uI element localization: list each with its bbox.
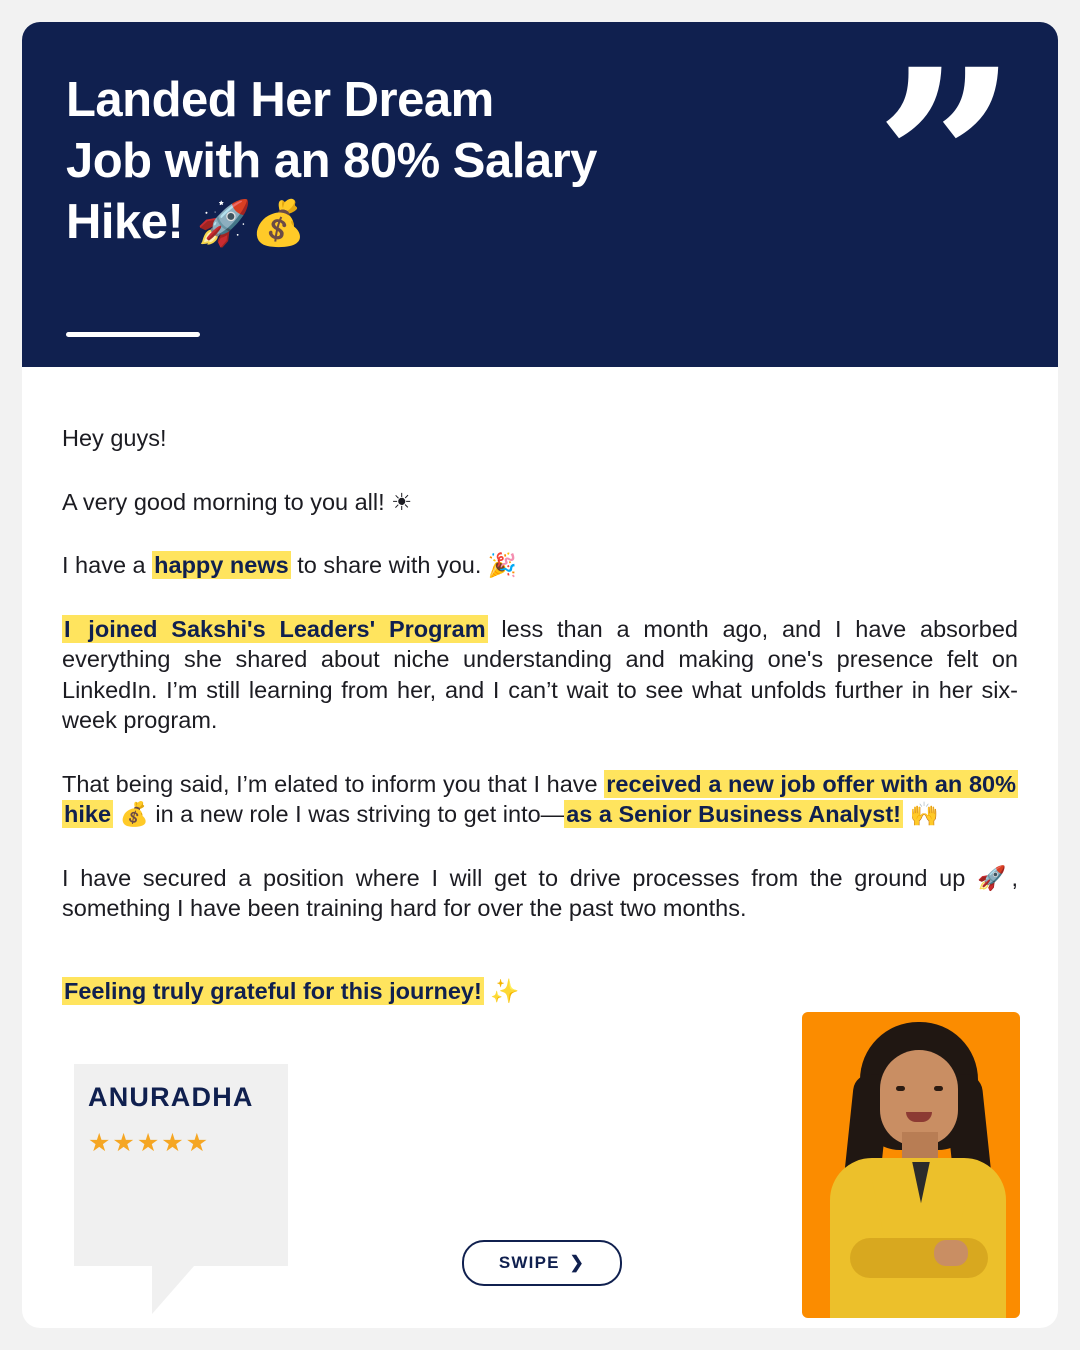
sparkle-emoji: ✨ <box>483 978 520 1005</box>
star-rating-icon: ★★★★★ <box>88 1129 211 1157</box>
highlight-happy-news: happy news <box>154 552 289 579</box>
swipe-button[interactable] <box>462 1240 622 1286</box>
rocket-money-emoji: 🚀💰 <box>196 198 307 248</box>
offer-pre: That being said, I’m elated to inform you that I have <box>62 770 605 797</box>
highlight-offer-hike: received a new job offer with an 80% hike <box>64 770 1016 828</box>
highlight-role: as a Senior Business Analyst! <box>566 801 901 828</box>
paragraph-greeting: Hey guys! <box>62 425 167 451</box>
highlight-grateful: Feeling truly grateful for this journey! <box>64 978 482 1005</box>
program-rest: less than a month ago, and I have absorbed everything she shared about niche understanding and making one's presence felt on LinkedIn. I’m still learning from her, and I can’t wait to see what unfolds further in her six-week program. <box>62 615 1019 734</box>
happy-news-pre: I have a <box>62 552 153 579</box>
card-header <box>22 22 1058 367</box>
quote-mark-icon: ” <box>874 22 1022 308</box>
title-line-3: Hike! <box>66 194 197 249</box>
paragraph-morning: A very good morning to you all! ☀ <box>62 488 413 515</box>
paragraph-happy-news <box>62 550 1018 581</box>
reviewer-photo <box>802 1012 1020 1318</box>
avatar <box>802 1012 1020 1318</box>
title-line-1: Landed Her Dream <box>66 73 494 127</box>
page-title <box>66 70 766 252</box>
title-line-2: Job with an 80% Salary <box>66 133 597 188</box>
photo-eye-right <box>934 1086 943 1091</box>
photo-eye-left <box>896 1086 905 1091</box>
card-footer <box>22 972 1058 1328</box>
photo-hand <box>934 1240 968 1266</box>
swipe-label: SWIPE <box>498 1253 560 1272</box>
testimonial-card <box>22 22 1058 1328</box>
quote-bubble-tail <box>152 1266 194 1314</box>
post-body <box>22 367 1058 1007</box>
divider <box>66 332 200 337</box>
money-emoji: 💰 <box>113 801 149 828</box>
paragraph-position: I have secured a position where I will get to drive processes from the ground up 🚀, something I have been training hard for over the past two months. <box>62 864 1018 922</box>
highlight-program: joined Sakshi's Leaders' Program <box>74 615 486 642</box>
happy-news-post: to share with you. 🎉 <box>290 552 518 579</box>
offer-mid: in a new role I was striving to get into— <box>148 801 565 828</box>
highlight-program-lead: I <box>64 615 71 642</box>
reviewer-name: ANURADHA <box>88 1082 254 1112</box>
hands-emoji: 🙌 <box>902 801 939 828</box>
chevron-right-icon: ❯ <box>569 1253 586 1272</box>
paragraph-offer <box>62 769 1018 830</box>
paragraph-program <box>62 614 1018 736</box>
